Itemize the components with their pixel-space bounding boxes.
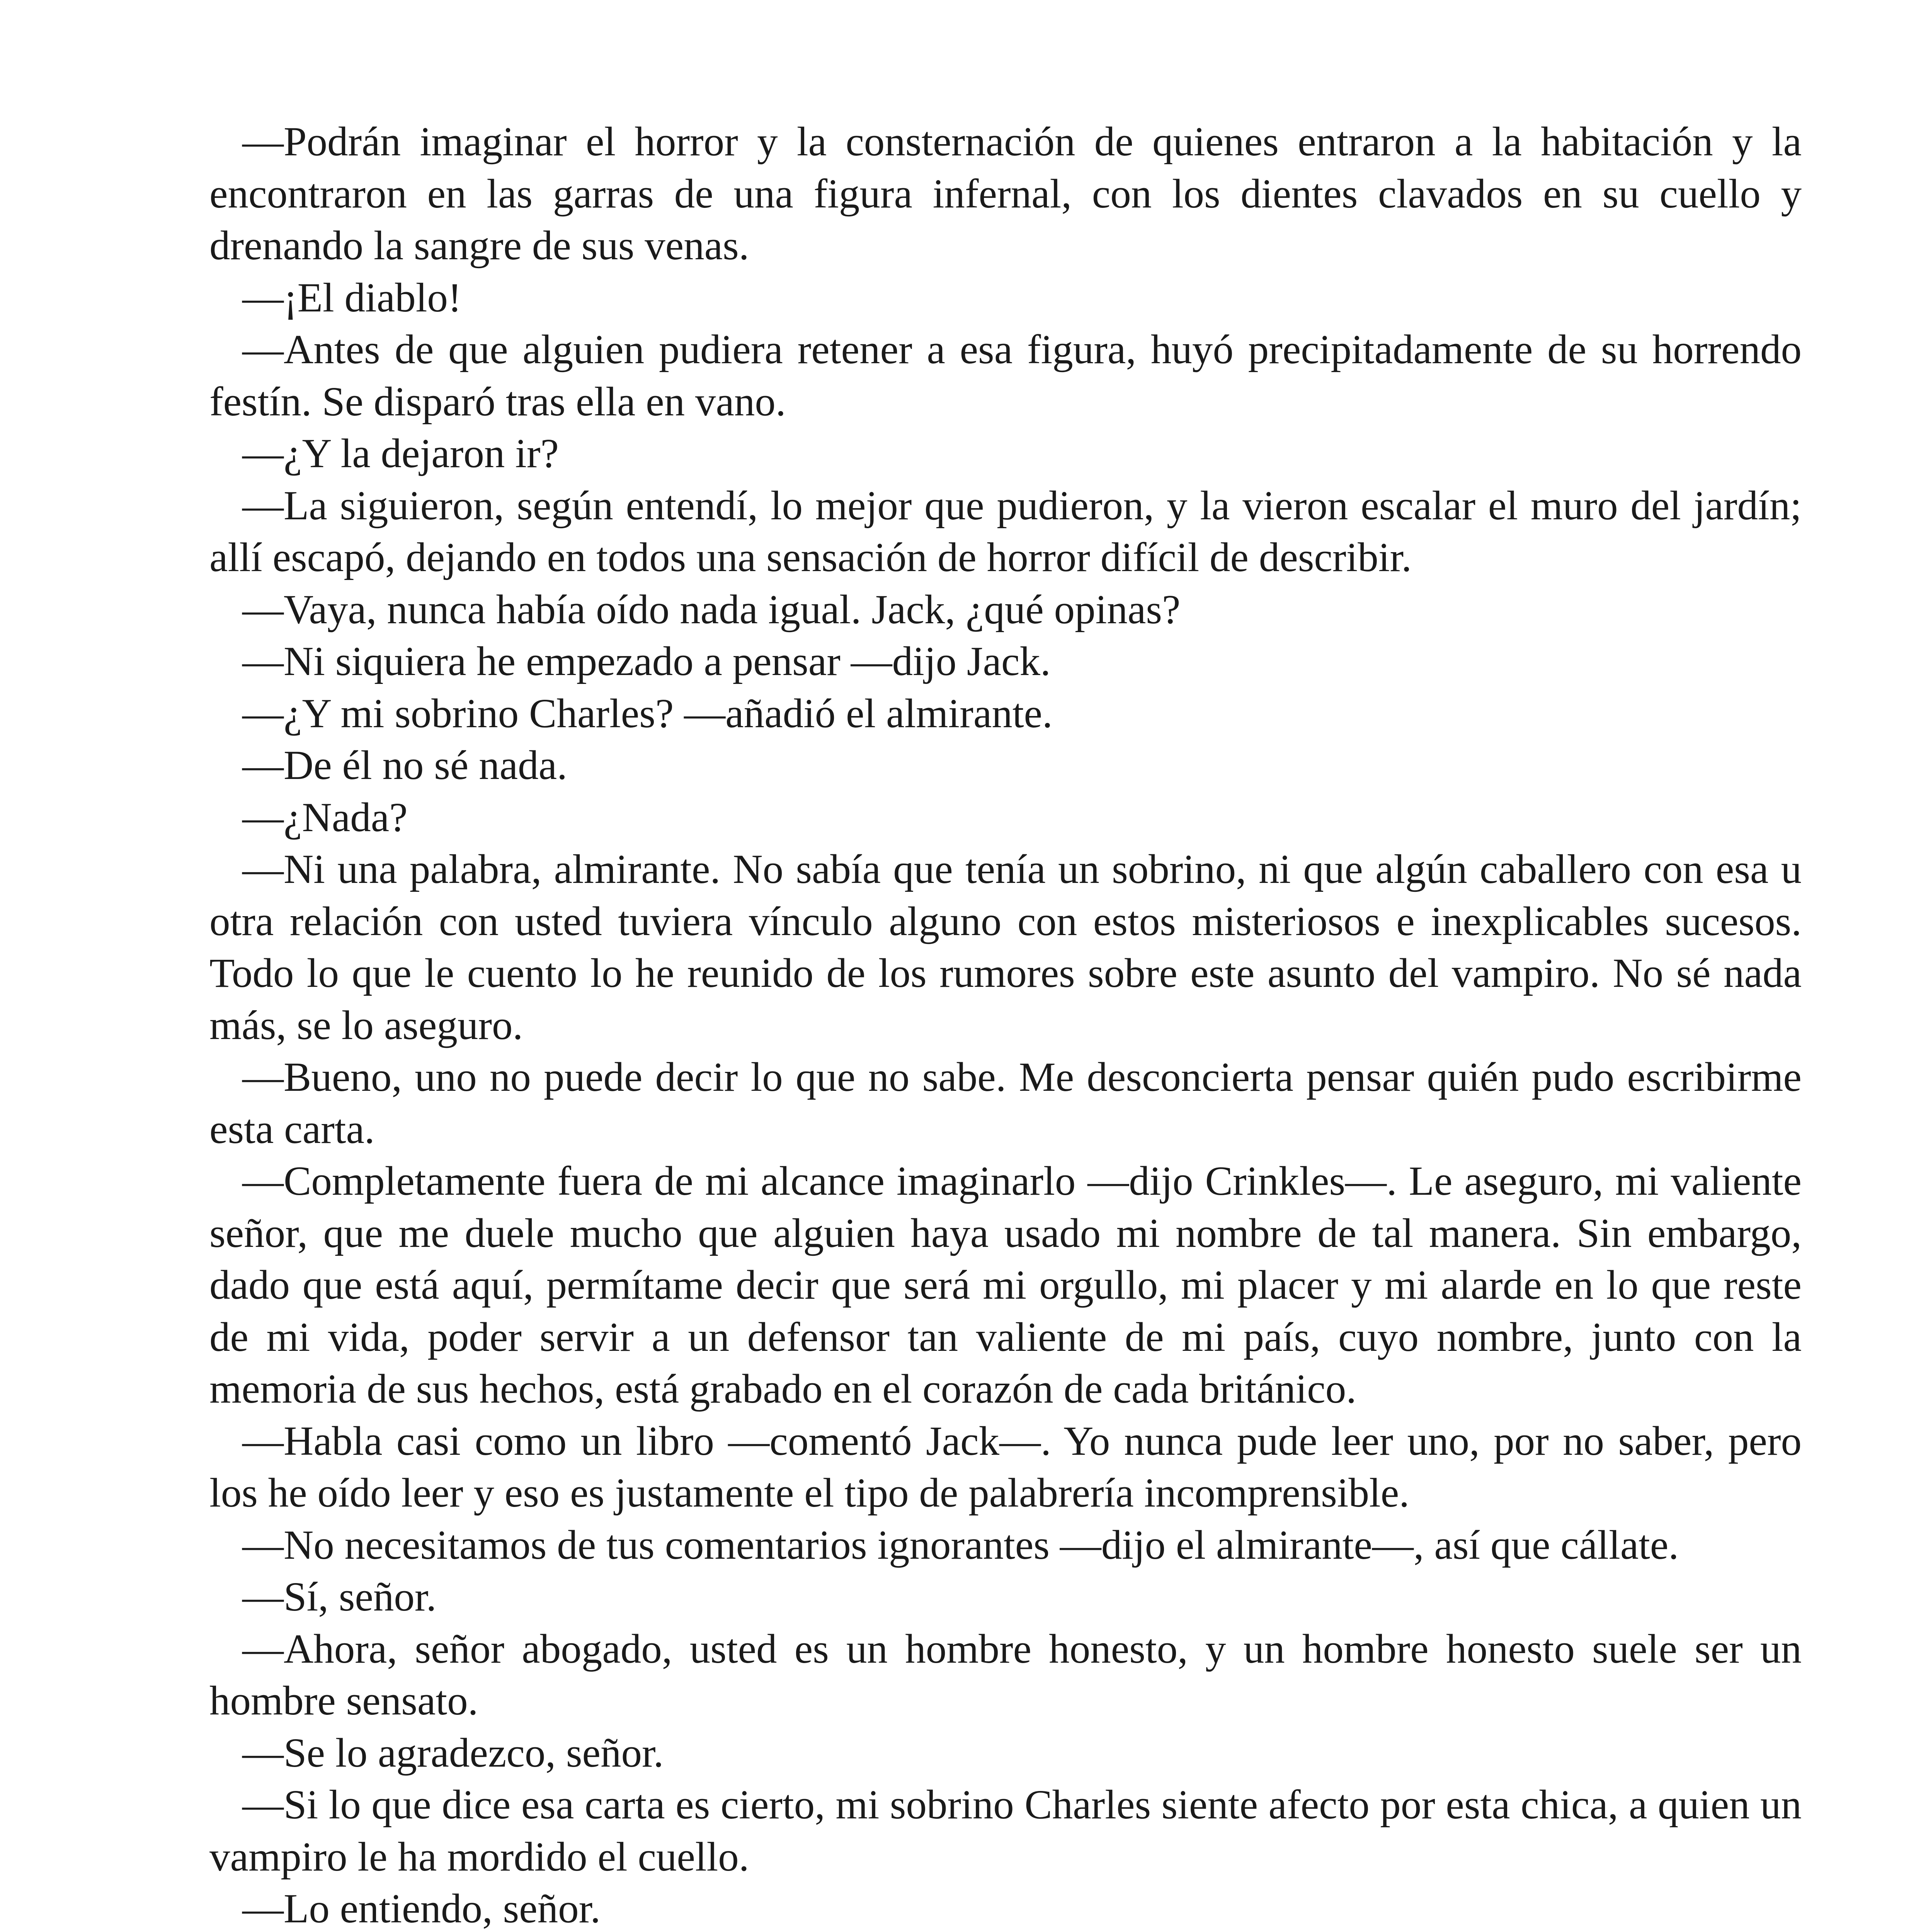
paragraph: —¡El diablo! (242, 275, 462, 321)
paragraph: —Sí, señor. (242, 1574, 437, 1620)
page-body (209, 116, 1802, 1932)
paragraph: —¿Y mi sobrino Charles? —añadió el almirante. (242, 690, 1053, 736)
paragraph: —Lo entiendo, señor. (242, 1886, 601, 1932)
paragraph: —No necesitamos de tus comentarios ignorantes —dijo el almirante—, así que cállate. (242, 1522, 1679, 1568)
paragraph: —Ni una palabra, almirante. No sabía que tenía un sobrino, ni que algún caballero con esa u otra relación con usted tuviera vínculo alguno con estos misteriosos e inexplicables sucesos. Todo lo que le cuento lo he reunido de los rumores sobre este asunto del vampiro. No sé nada más, se lo aseguro. (209, 847, 1802, 1048)
paragraph: —Antes de que alguien pudiera retener a esa figura, huyó precipitadamente de su horrendo festín. Se disparó tras ella en vano. (209, 327, 1802, 425)
paragraph: —Podrán imaginar el horror y la consternación de quienes entraron a la habitación y la encontraron en las garras de una figura infernal, con los dientes clavados en su cuello y drenando la sangre de sus venas. (209, 119, 1802, 269)
paragraph: —De él no sé nada. (242, 743, 567, 788)
paragraph: —Completamente fuera de mi alcance imaginarlo —dijo Crinkles—. Le aseguro, mi valiente señor, que me duele mucho que alguien haya usado mi nombre de tal manera. Sin embargo, dado que está aquí, permítame decir que será mi orgullo, mi placer y mi alarde en lo que reste de mi vida, poder servir a un defensor tan valiente de mi país, cuyo nombre, junto con la memoria de sus hechos, está grabado en el corazón de cada británico. (209, 1158, 1802, 1412)
paragraph: —Ni siquiera he empezado a pensar —dijo Jack. (242, 639, 1051, 684)
paragraph: —Si lo que dice esa carta es cierto, mi sobrino Charles siente afecto por esta chica, a quien un vampiro le ha mordido el cuello. (209, 1782, 1802, 1880)
paragraph: —Se lo agradezco, señor. (242, 1730, 664, 1776)
paragraph: —Bueno, uno no puede decir lo que no sabe. Me desconcierta pensar quién pudo escribirme esta carta. (209, 1054, 1802, 1152)
paragraph: —Habla casi como un libro —comentó Jack—. Yo nunca pude leer uno, por no saber, pero los he oído leer y eso es justamente el tipo de palabrería incomprensible. (209, 1418, 1802, 1516)
paragraph: —Vaya, nunca había oído nada igual. Jack, ¿qué opinas? (242, 587, 1181, 633)
paragraph: —Ahora, señor abogado, usted es un hombre honesto, y un hombre honesto suele ser un hombre sensato. (209, 1626, 1802, 1724)
paragraph: —¿Nada? (242, 794, 408, 840)
paragraph: —La siguieron, según entendí, lo mejor que pudieron, y la vieron escalar el muro del jardín; allí escapó, dejando en todos una sensación de horror difícil de describir. (209, 483, 1802, 580)
paragraph: —¿Y la dejaron ir? (242, 431, 559, 476)
